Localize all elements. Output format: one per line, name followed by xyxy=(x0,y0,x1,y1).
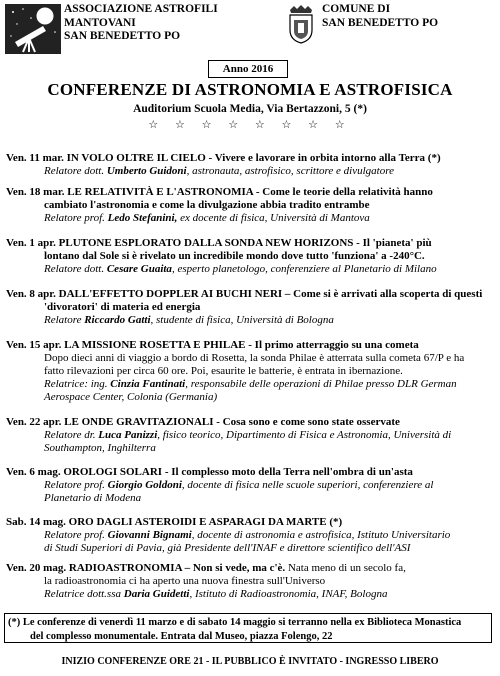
footnote-line: del complesso monumentale. Entrata dal Museo, piazza Folengo, 22 xyxy=(30,630,333,642)
entry-heading: Ven. 20 mag. RADIOASTRONOMIA – Non si vede, ma c'è. xyxy=(6,562,286,574)
entry-speaker xyxy=(6,429,496,442)
entry-heading: Ven. 15 apr. LA MISSIONE ROSETTA E PHILAE - Il primo atterraggio su una cometa xyxy=(6,339,419,351)
entry-heading-tail: Nata meno di un secolo fa, xyxy=(285,562,406,574)
speaker-prefix: Relatore dr. xyxy=(44,429,99,441)
org-left-line: SAN BENEDETTO PO xyxy=(64,30,181,42)
organization-right xyxy=(322,3,438,30)
venue-footnote xyxy=(4,613,492,643)
entry-speaker xyxy=(6,479,496,492)
entry-speaker xyxy=(6,212,496,225)
entry-heading: Ven. 18 mar. LE RELATIVITÀ E L'ASTRONOMIA - Come le teorie della relatività hanno xyxy=(6,186,433,198)
entry-heading-row xyxy=(6,562,496,575)
entry-speaker xyxy=(6,588,496,601)
speaker-name: Giorgio Goldoni xyxy=(107,479,182,491)
speaker-name: Daria Guidetti xyxy=(123,588,190,600)
speaker-prefix: Relatrice dott.ssa xyxy=(44,588,124,600)
speaker-affiliation: , studente di fisica, Università di Bologna xyxy=(150,314,334,326)
speaker-affiliation: , docente di fisica nelle scuole superiori, conferenziere al xyxy=(181,479,434,491)
speaker-name: Ledo Stefanini, xyxy=(107,212,178,224)
entry-speaker xyxy=(6,165,496,178)
speaker-prefix: Relatore prof. xyxy=(44,529,108,541)
org-left-line: ASSOCIAZIONE ASTROFILI xyxy=(64,3,218,15)
entry-heading: Ven. 1 apr. PLUTONE ESPLORATO DALLA SONDA NEW HORIZONS - Il 'pianeta' più xyxy=(6,237,432,249)
speaker-prefix: Relatore prof. xyxy=(44,212,108,224)
organization-left xyxy=(64,3,218,44)
closing-info: INIZIO CONFERENZE ORE 21 - IL PUBBLICO È INVITATO - INGRESSO LIBERO xyxy=(61,656,439,667)
speaker-affiliation: ex docente di fisica, Università di Mantova xyxy=(177,212,370,224)
speaker-affiliation: , esperto planetologo, conferenziere al Planetario di Milano xyxy=(171,263,437,275)
speaker-name: Luca Panizzi xyxy=(98,429,158,441)
conference-entry xyxy=(6,288,496,327)
footnote-line: (*) Le conferenze di venerdì 11 marzo e di sabato 14 maggio si terranno nella ex Biblioteca Monastica xyxy=(8,617,462,628)
org-left-line: MANTOVANI xyxy=(64,16,136,29)
venue: Auditorium Scuola Media, Via Bertazzoni, 5 (*) xyxy=(133,103,367,115)
speaker-affiliation: , Istituto di Radioastronomia, INAF, Bologna xyxy=(189,588,388,600)
conference-entry xyxy=(6,466,496,505)
page-title: CONFERENZE DI ASTRONOMIA E ASTROFISICA xyxy=(47,80,453,99)
speaker-name: Riccardo Gatti xyxy=(84,314,151,326)
entry-heading-cont: lontano dal Sole si è rivelato un incredibile mondo dove tutto 'funziona' a -240°C. xyxy=(44,250,425,262)
star-divider: ☆ ☆ ☆ ☆ ☆ ☆ ☆ ☆ xyxy=(148,119,352,131)
conference-entry xyxy=(6,152,496,178)
conference-entry xyxy=(6,516,496,555)
speaker-prefix: Relatore prof. xyxy=(44,479,108,491)
org-right-line: COMUNE DI xyxy=(322,3,391,15)
entry-speaker xyxy=(6,314,496,327)
org-right-line: SAN BENEDETTO PO xyxy=(322,16,439,29)
speaker-affiliation: , docente di astronomia e astrofisica, Istituto Universitario xyxy=(191,529,451,541)
entry-speaker-cont: Planetario di Modena xyxy=(44,492,142,504)
speaker-prefix: Relatore xyxy=(44,314,85,326)
entry-heading-cont: cambiato l'astronomia e come la divulgazione abbia tradito entrambe xyxy=(44,199,370,211)
entry-heading: Ven. 6 mag. OROLOGI SOLARI - Il complesso moto della Terra nell'ombra di un'asta xyxy=(6,466,413,478)
conference-entry xyxy=(6,186,496,225)
entry-description: Dopo dieci anni di viaggio a bordo di Rosetta, la sonda Philae è atterrata sulla cometa 67/P e ha xyxy=(44,352,465,364)
entry-speaker xyxy=(6,263,496,276)
speaker-name: Cesare Guaita xyxy=(106,263,172,275)
entry-heading: Ven. 11 mar. IN VOLO OLTRE IL CIELO - Vivere e lavorare in orbita intorno alla Terra (*) xyxy=(6,152,441,164)
entry-heading: Sab. 14 mag. ORO DAGLI ASTEROIDI E ASPARAGI DA MARTE (*) xyxy=(6,516,343,528)
speaker-affiliation: , fisico teorico, Dipartimento di Fisica e Astronomia, Università di xyxy=(157,429,452,441)
astrofili-telescope-logo-icon xyxy=(5,4,61,54)
entry-description: la radioastronomia ci ha aperto una nuova finestra sull'Universo xyxy=(44,575,326,587)
speaker-affiliation: , astronauta, astrofisico, scrittore e divulgatore xyxy=(186,165,394,177)
entry-speaker-cont: di Studi Superiori di Pavia, già Presidente dell'INAF e direttore scientifico dell'ASI xyxy=(44,542,411,554)
speaker-name: Giovanni Bignami xyxy=(107,529,192,541)
speaker-affiliation: , responsabile delle operazioni di Philae presso DLR German xyxy=(185,378,457,390)
entry-heading-cont: 'divoratori' di materia ed energia xyxy=(44,301,201,313)
conference-entry xyxy=(6,339,496,404)
entry-speaker-cont: Aerospace Center, Colonia (Germania) xyxy=(44,391,218,403)
speaker-name: Umberto Guidoni xyxy=(106,165,187,177)
year-badge: Anno 2016 xyxy=(208,60,288,78)
entry-speaker-cont: Southampton, Inghilterra xyxy=(44,442,156,454)
entry-speaker xyxy=(6,529,496,542)
speaker-prefix: Relatore dott. xyxy=(44,165,107,177)
conference-entry xyxy=(6,237,496,276)
speaker-name: Cinzia Fantinati xyxy=(110,378,186,390)
speaker-prefix: Relatrice: ing. xyxy=(44,378,111,390)
conference-entry xyxy=(6,562,496,601)
municipal-crest-icon xyxy=(286,4,316,44)
entry-heading: Ven. 8 apr. DALL'EFFETTO DOPPLER AI BUCHI NERI – Come si è arrivati alla scoperta di questi xyxy=(6,288,483,300)
speaker-prefix: Relatore dott. xyxy=(44,263,107,275)
entry-speaker xyxy=(6,378,496,391)
entry-heading: Ven. 22 apr. LE ONDE GRAVITAZIONALI - Cosa sono e come sono state osservate xyxy=(6,416,400,428)
entry-description: fatto rilevazioni per circa 60 ore. Poi, esaurite le batterie, è entrata in ibernazione. xyxy=(44,365,403,377)
conference-entry xyxy=(6,416,496,455)
